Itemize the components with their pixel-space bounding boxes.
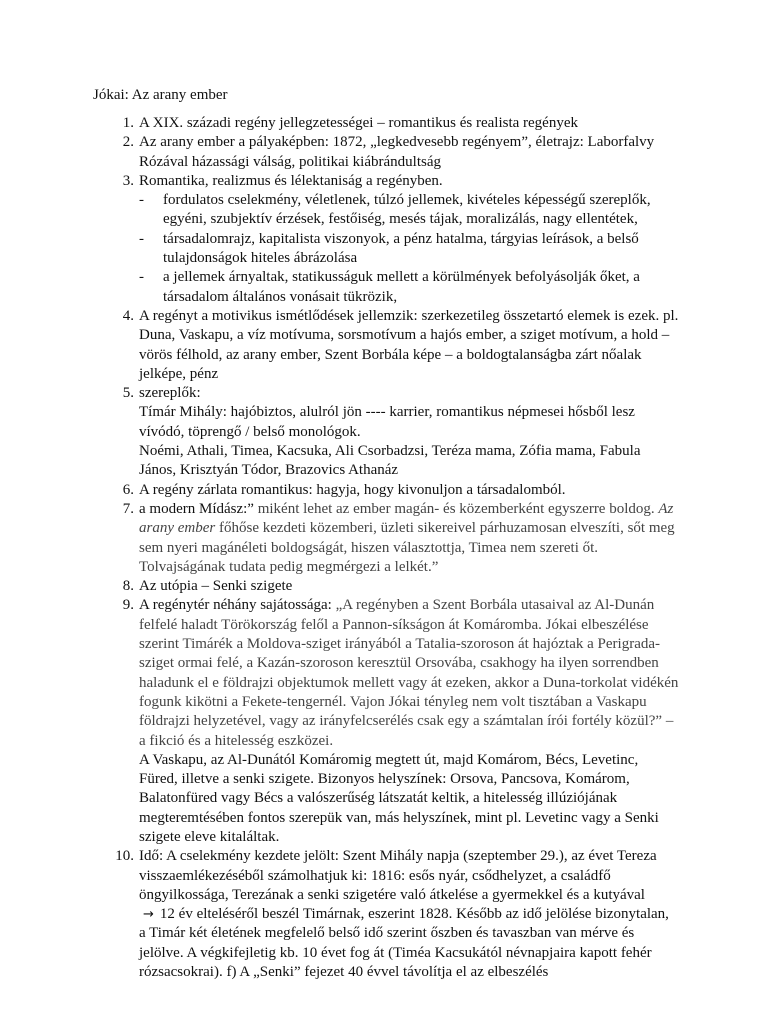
- item-number: 9.: [122, 597, 134, 614]
- item-paragraph: A Vaskapu, az Al-Dunától Komáromig megtett út, majd Komárom, Bécs, Levetinc, Füred, illetve a senki szigete. Bizonyos helyszínek: Orsova, Pancsova, Komárom, Balatonfüred vagy Bécs a valószerűség látszatát keltik, a hitelesség illúziójának megteremtésében fontos szerepük van, más helyszínek, mint pl. Levetinc vagy a Senki szigete eleve kitaláltak.: [139, 751, 659, 845]
- dash-text: fordulatos cselekmény, véletlenek, túlzó jellemek, kivételes képességű szereplők, egyéni, szubjektív érzések, festőiség, mesés tájak, moralizálás, nagy ellentétek,: [163, 192, 651, 228]
- arrow-right-icon: →: [143, 907, 154, 923]
- item-text: A XIX. századi regény jellegzetességei – romantikus és realista regények: [139, 115, 578, 131]
- list-item: [122, 481, 679, 500]
- list-item: [122, 172, 679, 307]
- dash-marker: -: [139, 192, 144, 209]
- item-number: 5.: [122, 385, 134, 402]
- list-item: [122, 500, 679, 577]
- item-text: szereplők:: [139, 385, 201, 402]
- list-item: [122, 384, 679, 480]
- item-number: 4.: [122, 307, 134, 324]
- item-number: 3.: [122, 172, 134, 189]
- item-text: A regénytér néhány sajátossága:: [139, 597, 336, 614]
- list-item: [122, 307, 679, 384]
- item-number: 1.: [122, 115, 134, 131]
- dash-item: [139, 191, 679, 230]
- dash-text: társadalomrajz, kapitalista viszonyok, a pénz hatalma, tárgyias leírások, a belső tulajdonságok hiteles ábrázolása: [163, 230, 639, 267]
- item-number: 2.: [122, 134, 134, 151]
- item-text: Az utópia – Senki szigete: [139, 578, 293, 595]
- item-text: Romantika, realizmus és lélektaniság a regényben.: [139, 172, 443, 189]
- item-text: A regény zárlata romantikus: hagyja, hogy kivonuljon a társadalomból.: [139, 481, 566, 498]
- item-number: 10.: [115, 848, 134, 865]
- list-item: [122, 133, 679, 172]
- dash-text: a jellemek árnyaltak, statikusságuk mellett a körülmények befolyásolják őket, a társadalom általános vonásait tükrözik,: [163, 269, 640, 305]
- item-text: A regényt a motivikus ismétlődések jellemzik: szerkezetileg összetartó elemek is ezek. pl. Duna, Vaskapu, a víz motívuma, sorsmotívum a hajós ember, a sziget motívum, a hold –vörös félhold, az arany ember, Szent Borbála képe – a boldogtalanságba zárt nőalak jelképe, pénz: [139, 307, 679, 382]
- dash-item: [139, 230, 679, 269]
- character-line: Tímár Mihály: hajóbiztos, alulról jön ---- karrier, romantikus népmesei hősből lesz vívódó, töprengő / belső monológok.: [139, 404, 635, 440]
- book-title: Az arany ember: [139, 500, 674, 537]
- list-item: [122, 596, 679, 847]
- list-item: [115, 847, 679, 982]
- document-title: Jókai: Az arany ember: [93, 87, 228, 103]
- item-number: 6.: [122, 481, 134, 498]
- character-line: Noémi, Athali, Timea, Kacsuka, Ali Csorbadzsi, Teréza mama, Zófia mama, Fabula János, Krisztyán Tódor, Brazovics Athanáz: [139, 443, 641, 479]
- quote-text: főhőse kezdeti közemberi, üzleti sikereivel párhuzamosan elveszíti, sőt meg sem nyeri magánéleti boldogságát, hiszen választottja, Timea nem szereti őt. Tolvajságának tudata pedig megmérgezi a lelkét.”: [139, 520, 675, 575]
- item-text: Az arany ember a pályaképben: 1872, „legkedvesebb regényem”, életrajz: Laborfalvy Rózával házassági válság, politikai kiábrándultság: [139, 134, 655, 170]
- list-item: [122, 114, 679, 133]
- quote-text: „A regényben a Szent Borbála utasaival az Al-Dunán felfelé haladt Törökország felől a Pannon-síkságon át Komáromba. Jókai elbeszélése szerint Timárék a Moldova-sziget irányából a Tatalia-szoroson át hajóztak a Perigrada-sziget ormai felé, a Kazán-szoroson keresztül Orsovába, csakhogy ha ilyen sorrendben haladunk el e földrajzi objektumok mellett vagy át ezeken, akkor a Duna-torkolat vidékén fogunk kikötni a Fekete-tengernél. Vajon Jókai tényleg nem volt tisztában a Vaskapu földrajzi helyzetével, vagy az irányfelcserélés csak egy a számtalan írói fortély közül?” – a fikció és a hitelesség eszközei.: [139, 597, 679, 749]
- item-number: 8.: [122, 578, 134, 595]
- item-text: 12 év elteléséről beszél Timárnak, eszerint 1828. Később az idő jelölése bizonytalan, a Timár két életének megfelelő belső idő szerint őszben és tavaszban van mérve és jelölve. A végkifejletig kb. 10 évet fog át (Timéa Kacsukától névnapjaira kapott fehér rózsacsokrai). f) A „Senki” fejezet 40 évvel távolítja el az elbeszélés: [139, 906, 669, 981]
- item-text: a modern Mídász:”: [139, 500, 254, 517]
- list-item: [122, 577, 679, 596]
- outline-list: [115, 114, 679, 982]
- dash-list: [139, 191, 679, 307]
- dash-marker: -: [139, 269, 144, 286]
- dash-marker: -: [139, 230, 144, 247]
- dash-item: [139, 268, 679, 307]
- quote-text: miként lehet az ember magán- és közemberként egyszerre boldog.: [253, 500, 659, 517]
- item-text: Idő: A cselekmény kezdete jelölt: Szent Mihály napja (szeptember 29.), az évet Tereza visszaemlékezéséből számolhatjuk ki: 1816: esős nyár, csődhelyzet, a családfő öngyilkossága, Terezának a senki szigetére való átkelése a gyermekkel és a kutyával: [139, 848, 657, 903]
- item-number: 7.: [122, 500, 134, 517]
